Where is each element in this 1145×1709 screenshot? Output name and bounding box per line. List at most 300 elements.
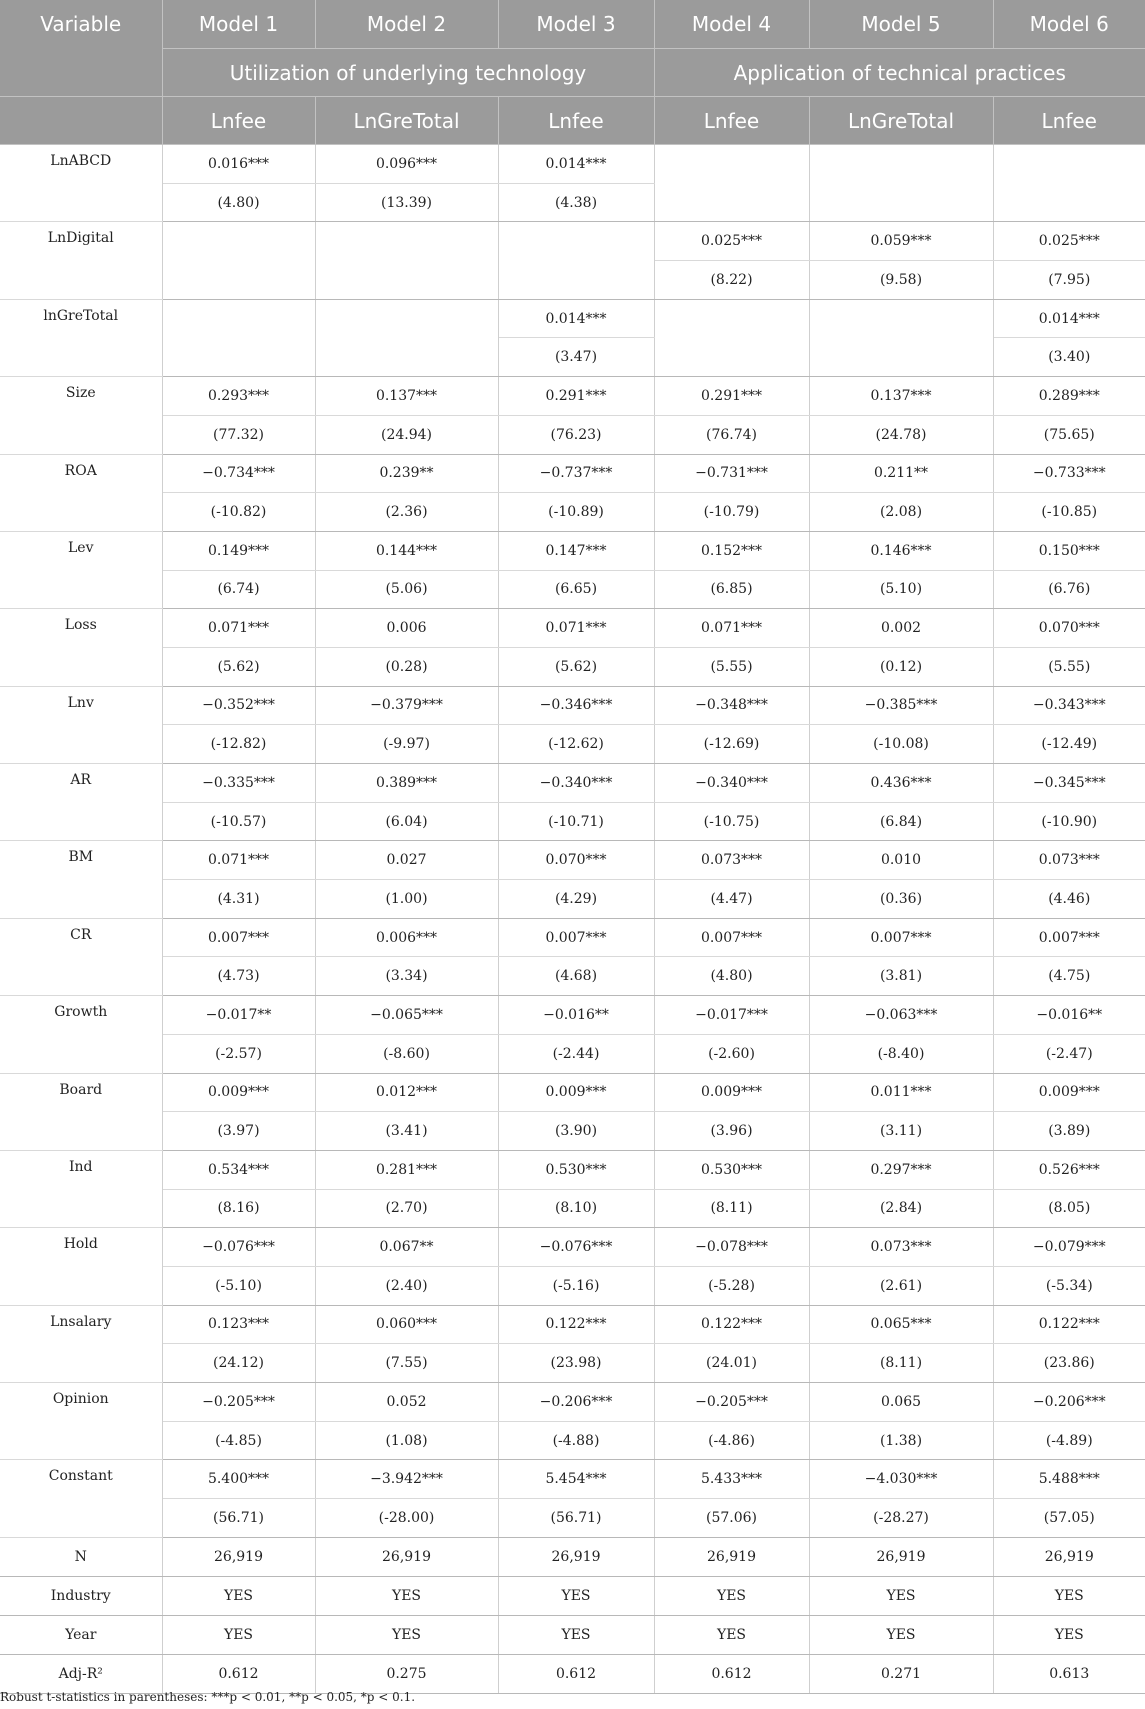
coefficient-cell: 0.065*** — [809, 1305, 993, 1344]
summary-value-cell: 0.613 — [993, 1654, 1145, 1693]
coefficient-cell: −0.335*** — [162, 764, 315, 803]
t-statistic-cell: (2.61) — [809, 1266, 993, 1305]
t-statistic-cell: (3.41) — [315, 1112, 498, 1151]
summary-value-cell: YES — [654, 1576, 809, 1615]
t-statistic-cell: (75.65) — [993, 415, 1145, 454]
variable-label: Growth — [0, 996, 162, 1073]
t-statistic-cell: (8.16) — [162, 1189, 315, 1228]
t-statistic-cell: (-10.75) — [654, 802, 809, 841]
t-statistic-cell: (-10.57) — [162, 802, 315, 841]
coefficient-cell: 0.052 — [315, 1383, 498, 1422]
table-footnote: Robust t-statistics in parentheses: ***p < 0.01, **p < 0.05, *p < 0.1. — [0, 1690, 416, 1704]
variable-label: lnGreTotal — [0, 299, 162, 376]
t-statistic-cell: (57.06) — [654, 1499, 809, 1538]
coefficient-cell: 0.534*** — [162, 1150, 315, 1189]
coefficient-cell: 0.122*** — [498, 1305, 654, 1344]
table-row — [0, 1150, 1145, 1189]
coefficient-cell: −0.076*** — [162, 1228, 315, 1267]
coefficient-cell: 0.009*** — [498, 1073, 654, 1112]
table-row — [0, 764, 1145, 803]
t-statistic-cell: (2.70) — [315, 1189, 498, 1228]
table-row — [0, 1189, 1145, 1228]
coefficient-cell: −0.340*** — [654, 764, 809, 803]
variable-header-spacer — [0, 97, 162, 145]
coefficient-cell — [654, 145, 809, 184]
coefficient-cell: 5.400*** — [162, 1460, 315, 1499]
t-statistic-cell: (-12.69) — [654, 725, 809, 764]
coefficient-cell: 0.297*** — [809, 1150, 993, 1189]
table-row — [0, 493, 1145, 532]
t-statistic-cell: (5.55) — [654, 647, 809, 686]
coefficient-cell: −0.343*** — [993, 686, 1145, 725]
table-row — [0, 1421, 1145, 1460]
variable-header-spacer — [0, 49, 162, 97]
coefficient-cell: 0.239** — [315, 454, 498, 493]
coefficient-cell: −0.206*** — [993, 1383, 1145, 1422]
t-statistic-cell: (-10.89) — [498, 493, 654, 532]
t-statistic-cell: (-8.40) — [809, 1034, 993, 1073]
variable-label: Lnv — [0, 686, 162, 763]
coefficient-cell: 0.070*** — [993, 609, 1145, 648]
t-statistic-cell: (1.08) — [315, 1421, 498, 1460]
summary-value-cell: YES — [809, 1615, 993, 1654]
coefficient-cell: 0.073*** — [809, 1228, 993, 1267]
t-statistic-cell: (0.36) — [809, 880, 993, 919]
coefficient-cell: 0.530*** — [498, 1150, 654, 1189]
coefficient-cell: −0.734*** — [162, 454, 315, 493]
t-statistic-cell: (3.90) — [498, 1112, 654, 1151]
table-row — [0, 222, 1145, 261]
coefficient-cell: 0.014*** — [498, 145, 654, 184]
coefficient-cell: −0.063*** — [809, 996, 993, 1035]
summary-value-cell: 26,919 — [498, 1537, 654, 1576]
t-statistic-cell: (-10.90) — [993, 802, 1145, 841]
coefficient-cell: 0.137*** — [809, 377, 993, 416]
coefficient-cell: 0.071*** — [162, 841, 315, 880]
coefficient-cell: 0.122*** — [993, 1305, 1145, 1344]
summary-value-cell: 0.612 — [162, 1654, 315, 1693]
table-row — [0, 996, 1145, 1035]
coefficient-cell: −0.206*** — [498, 1383, 654, 1422]
coefficient-cell — [315, 299, 498, 338]
table-row — [0, 647, 1145, 686]
table-row — [0, 1499, 1145, 1538]
table-row — [0, 1383, 1145, 1422]
coefficient-cell — [162, 299, 315, 338]
coefficient-cell: 0.002 — [809, 609, 993, 648]
summary-value-cell: 0.275 — [315, 1654, 498, 1693]
t-statistic-cell — [809, 338, 993, 377]
t-statistic-cell: (24.94) — [315, 415, 498, 454]
coefficient-cell: 0.059*** — [809, 222, 993, 261]
summary-row — [0, 1576, 1145, 1615]
coefficient-cell: −0.016** — [993, 996, 1145, 1035]
t-statistic-cell: (76.74) — [654, 415, 809, 454]
model-header: Model 1 — [162, 0, 315, 49]
coefficient-cell: −0.352*** — [162, 686, 315, 725]
coefficient-cell: 0.289*** — [993, 377, 1145, 416]
t-statistic-cell: (3.81) — [809, 957, 993, 996]
variable-label: Lev — [0, 531, 162, 608]
coefficient-cell — [498, 222, 654, 261]
coefficient-cell: 0.071*** — [654, 609, 809, 648]
t-statistic-cell: (-5.28) — [654, 1266, 809, 1305]
t-statistic-cell: (-2.44) — [498, 1034, 654, 1073]
t-statistic-cell: (-28.27) — [809, 1499, 993, 1538]
coefficient-cell — [162, 222, 315, 261]
coefficient-cell: −4.030*** — [809, 1460, 993, 1499]
coefficient-cell: 0.146*** — [809, 531, 993, 570]
t-statistic-cell: (5.06) — [315, 570, 498, 609]
summary-value-cell: 26,919 — [162, 1537, 315, 1576]
summary-value-cell: 26,919 — [315, 1537, 498, 1576]
t-statistic-cell — [315, 261, 498, 300]
coefficient-cell: −3.942*** — [315, 1460, 498, 1499]
table-row — [0, 570, 1145, 609]
coefficient-cell: 5.454*** — [498, 1460, 654, 1499]
t-statistic-cell: (8.05) — [993, 1189, 1145, 1228]
group-header: Utilization of underlying technology — [162, 49, 654, 97]
variable-label: Constant — [0, 1460, 162, 1537]
t-statistic-cell: (9.58) — [809, 261, 993, 300]
table-row — [0, 725, 1145, 764]
table-row — [0, 1034, 1145, 1073]
coefficient-cell: −0.016** — [498, 996, 654, 1035]
table-row — [0, 145, 1145, 184]
t-statistic-cell — [654, 338, 809, 377]
t-statistic-cell: (24.01) — [654, 1344, 809, 1383]
t-statistic-cell: (57.05) — [993, 1499, 1145, 1538]
t-statistic-cell: (1.38) — [809, 1421, 993, 1460]
coefficient-cell: 0.073*** — [654, 841, 809, 880]
t-statistic-cell: (6.76) — [993, 570, 1145, 609]
t-statistic-cell: (7.55) — [315, 1344, 498, 1383]
coefficient-cell: 0.071*** — [498, 609, 654, 648]
coefficient-cell: 0.007*** — [162, 918, 315, 957]
coefficient-cell: 0.150*** — [993, 531, 1145, 570]
t-statistic-cell: (-2.57) — [162, 1034, 315, 1073]
coefficient-cell: 0.025*** — [993, 222, 1145, 261]
summary-value-cell: YES — [993, 1615, 1145, 1654]
t-statistic-cell: (1.00) — [315, 880, 498, 919]
summary-label: Adj-R² — [0, 1654, 162, 1693]
coefficient-cell: 0.067** — [315, 1228, 498, 1267]
t-statistic-cell: (-4.89) — [993, 1421, 1145, 1460]
table-row — [0, 1344, 1145, 1383]
coefficient-cell: 0.137*** — [315, 377, 498, 416]
coefficient-cell: 0.293*** — [162, 377, 315, 416]
coefficient-cell: 5.488*** — [993, 1460, 1145, 1499]
t-statistic-cell: (4.75) — [993, 957, 1145, 996]
table-row — [0, 183, 1145, 222]
t-statistic-cell: (4.46) — [993, 880, 1145, 919]
coefficient-cell: 0.122*** — [654, 1305, 809, 1344]
coefficient-cell: 0.014*** — [993, 299, 1145, 338]
t-statistic-cell — [498, 261, 654, 300]
t-statistic-cell: (24.78) — [809, 415, 993, 454]
summary-value-cell: 26,919 — [993, 1537, 1145, 1576]
table-row — [0, 415, 1145, 454]
variable-label: BM — [0, 841, 162, 918]
t-statistic-cell: (56.71) — [498, 1499, 654, 1538]
coefficient-cell: −0.078*** — [654, 1228, 809, 1267]
t-statistic-cell: (-4.85) — [162, 1421, 315, 1460]
coefficient-cell: −0.065*** — [315, 996, 498, 1035]
t-statistic-cell: (3.89) — [993, 1112, 1145, 1151]
coefficient-cell: 0.012*** — [315, 1073, 498, 1112]
t-statistic-cell: (-5.34) — [993, 1266, 1145, 1305]
model-header: Model 3 — [498, 0, 654, 49]
t-statistic-cell: (3.34) — [315, 957, 498, 996]
coefficient-cell — [993, 145, 1145, 184]
t-statistic-cell: (-4.88) — [498, 1421, 654, 1460]
coefficient-cell: 0.065 — [809, 1383, 993, 1422]
t-statistic-cell: (5.10) — [809, 570, 993, 609]
t-statistic-cell: (6.84) — [809, 802, 993, 841]
t-statistic-cell: (77.32) — [162, 415, 315, 454]
t-statistic-cell: (-10.82) — [162, 493, 315, 532]
coefficient-cell: 0.007*** — [654, 918, 809, 957]
t-statistic-cell: (23.86) — [993, 1344, 1145, 1383]
table-row — [0, 1073, 1145, 1112]
coefficient-cell: −0.737*** — [498, 454, 654, 493]
variable-label: CR — [0, 918, 162, 995]
t-statistic-cell: (5.62) — [162, 647, 315, 686]
coefficient-cell: 0.009*** — [162, 1073, 315, 1112]
t-statistic-cell: (8.11) — [654, 1189, 809, 1228]
coefficient-cell: −0.385*** — [809, 686, 993, 725]
coefficient-cell: 0.281*** — [315, 1150, 498, 1189]
t-statistic-cell: (-12.62) — [498, 725, 654, 764]
t-statistic-cell: (4.80) — [654, 957, 809, 996]
t-statistic-cell: (-4.86) — [654, 1421, 809, 1460]
t-statistic-cell — [315, 338, 498, 377]
table-row — [0, 299, 1145, 338]
summary-label: Industry — [0, 1576, 162, 1615]
t-statistic-cell — [162, 261, 315, 300]
coefficient-cell: −0.079*** — [993, 1228, 1145, 1267]
model-header: Model 2 — [315, 0, 498, 49]
table-row — [0, 1112, 1145, 1151]
t-statistic-cell: (8.11) — [809, 1344, 993, 1383]
summary-row — [0, 1654, 1145, 1693]
variable-label: Opinion — [0, 1383, 162, 1460]
t-statistic-cell: (3.97) — [162, 1112, 315, 1151]
variable-label: LnABCD — [0, 145, 162, 222]
dependent-variable-header: Lnfee — [993, 97, 1145, 145]
table-row — [0, 338, 1145, 377]
coefficient-cell: −0.345*** — [993, 764, 1145, 803]
t-statistic-cell: (2.84) — [809, 1189, 993, 1228]
coefficient-cell: 0.096*** — [315, 145, 498, 184]
model-header: Model 6 — [993, 0, 1145, 49]
coefficient-cell: 0.011*** — [809, 1073, 993, 1112]
table-row — [0, 880, 1145, 919]
summary-value-cell: YES — [654, 1615, 809, 1654]
coefficient-cell: 0.016*** — [162, 145, 315, 184]
table-row — [0, 454, 1145, 493]
coefficient-cell: 0.147*** — [498, 531, 654, 570]
table-row — [0, 377, 1145, 416]
coefficient-cell: 0.149*** — [162, 531, 315, 570]
t-statistic-cell: (0.28) — [315, 647, 498, 686]
summary-value-cell: YES — [162, 1576, 315, 1615]
coefficient-cell: 0.007*** — [498, 918, 654, 957]
t-statistic-cell: (6.65) — [498, 570, 654, 609]
variable-label: Lnsalary — [0, 1305, 162, 1382]
t-statistic-cell: (-10.71) — [498, 802, 654, 841]
variable-label: LnDigital — [0, 222, 162, 299]
summary-row — [0, 1615, 1145, 1654]
summary-label: N — [0, 1537, 162, 1576]
variable-label: AR — [0, 764, 162, 841]
table-row — [0, 841, 1145, 880]
summary-value-cell: 26,919 — [809, 1537, 993, 1576]
table-row — [0, 1305, 1145, 1344]
t-statistic-cell: (-10.85) — [993, 493, 1145, 532]
t-statistic-cell: (3.47) — [498, 338, 654, 377]
t-statistic-cell: (-12.49) — [993, 725, 1145, 764]
summary-value-cell: YES — [809, 1576, 993, 1615]
coefficient-cell: 0.530*** — [654, 1150, 809, 1189]
coefficient-cell: −0.205*** — [654, 1383, 809, 1422]
t-statistic-cell: (-5.16) — [498, 1266, 654, 1305]
variable-label: Size — [0, 377, 162, 454]
t-statistic-cell: (2.36) — [315, 493, 498, 532]
t-statistic-cell — [809, 183, 993, 222]
t-statistic-cell: (7.95) — [993, 261, 1145, 300]
coefficient-cell: −0.017** — [162, 996, 315, 1035]
dependent-variable-header: Lnfee — [654, 97, 809, 145]
summary-value-cell: 0.612 — [654, 1654, 809, 1693]
t-statistic-cell: (3.96) — [654, 1112, 809, 1151]
dependent-variable-header: Lnfee — [162, 97, 315, 145]
dependent-variable-header: Lnfee — [498, 97, 654, 145]
variable-label: Ind — [0, 1150, 162, 1227]
t-statistic-cell: (13.39) — [315, 183, 498, 222]
coefficient-cell: 0.006*** — [315, 918, 498, 957]
t-statistic-cell: (8.10) — [498, 1189, 654, 1228]
t-statistic-cell: (23.98) — [498, 1344, 654, 1383]
summary-value-cell: YES — [993, 1576, 1145, 1615]
coefficient-cell: 0.291*** — [654, 377, 809, 416]
coefficient-cell: −0.733*** — [993, 454, 1145, 493]
variable-label: Board — [0, 1073, 162, 1150]
t-statistic-cell: (4.31) — [162, 880, 315, 919]
coefficient-cell — [654, 299, 809, 338]
coefficient-cell: −0.348*** — [654, 686, 809, 725]
t-statistic-cell: (4.47) — [654, 880, 809, 919]
t-statistic-cell: (6.04) — [315, 802, 498, 841]
coefficient-cell: −0.346*** — [498, 686, 654, 725]
t-statistic-cell: (24.12) — [162, 1344, 315, 1383]
table-row — [0, 957, 1145, 996]
coefficient-cell: 0.025*** — [654, 222, 809, 261]
t-statistic-cell: (-10.79) — [654, 493, 809, 532]
coefficient-cell: 0.070*** — [498, 841, 654, 880]
table-body — [0, 145, 1145, 1694]
t-statistic-cell: (4.68) — [498, 957, 654, 996]
coefficient-cell: −0.205*** — [162, 1383, 315, 1422]
dependent-variable-header: LnGreTotal — [809, 97, 993, 145]
coefficient-cell: −0.076*** — [498, 1228, 654, 1267]
coefficient-cell: 5.433*** — [654, 1460, 809, 1499]
summary-value-cell: 0.612 — [498, 1654, 654, 1693]
summary-value-cell: YES — [162, 1615, 315, 1654]
variable-label: ROA — [0, 454, 162, 531]
table-row — [0, 1460, 1145, 1499]
summary-value-cell: 26,919 — [654, 1537, 809, 1576]
table-row — [0, 1266, 1145, 1305]
t-statistic-cell: (5.55) — [993, 647, 1145, 686]
t-statistic-cell: (8.22) — [654, 261, 809, 300]
coefficient-cell: 0.073*** — [993, 841, 1145, 880]
group-header: Application of technical practices — [654, 49, 1145, 97]
coefficient-cell: 0.009*** — [654, 1073, 809, 1112]
model-header: Model 4 — [654, 0, 809, 49]
coefficient-cell: 0.006 — [315, 609, 498, 648]
coefficient-cell: −0.340*** — [498, 764, 654, 803]
coefficient-cell — [809, 145, 993, 184]
table-row — [0, 918, 1145, 957]
coefficient-cell: 0.007*** — [809, 918, 993, 957]
t-statistic-cell: (-9.97) — [315, 725, 498, 764]
t-statistic-cell: (2.08) — [809, 493, 993, 532]
model-header: Model 5 — [809, 0, 993, 49]
table-row — [0, 609, 1145, 648]
variable-label: Loss — [0, 609, 162, 686]
t-statistic-cell: (-8.60) — [315, 1034, 498, 1073]
summary-row — [0, 1537, 1145, 1576]
table-row — [0, 261, 1145, 300]
coefficient-cell: 0.060*** — [315, 1305, 498, 1344]
coefficient-cell: 0.007*** — [993, 918, 1145, 957]
table-row — [0, 531, 1145, 570]
coefficient-cell: −0.379*** — [315, 686, 498, 725]
t-statistic-cell: (-2.60) — [654, 1034, 809, 1073]
summary-value-cell: YES — [315, 1615, 498, 1654]
coefficient-cell: 0.009*** — [993, 1073, 1145, 1112]
t-statistic-cell: (4.38) — [498, 183, 654, 222]
summary-value-cell: YES — [498, 1576, 654, 1615]
summary-value-cell: 0.271 — [809, 1654, 993, 1693]
variable-header: Variable — [0, 0, 162, 49]
t-statistic-cell: (-10.08) — [809, 725, 993, 764]
t-statistic-cell: (-5.10) — [162, 1266, 315, 1305]
t-statistic-cell: (2.40) — [315, 1266, 498, 1305]
coefficient-cell — [809, 299, 993, 338]
t-statistic-cell: (5.62) — [498, 647, 654, 686]
coefficient-cell: 0.014*** — [498, 299, 654, 338]
coefficient-cell: 0.211** — [809, 454, 993, 493]
summary-value-cell: YES — [498, 1615, 654, 1654]
summary-label: Year — [0, 1615, 162, 1654]
coefficient-cell — [315, 222, 498, 261]
t-statistic-cell: (56.71) — [162, 1499, 315, 1538]
t-statistic-cell: (-12.82) — [162, 725, 315, 764]
coefficient-cell: 0.010 — [809, 841, 993, 880]
t-statistic-cell — [993, 183, 1145, 222]
coefficient-cell: 0.152*** — [654, 531, 809, 570]
coefficient-cell: 0.144*** — [315, 531, 498, 570]
t-statistic-cell: (4.29) — [498, 880, 654, 919]
coefficient-cell: 0.291*** — [498, 377, 654, 416]
table-header — [0, 0, 1145, 145]
t-statistic-cell: (0.12) — [809, 647, 993, 686]
dependent-variable-header: LnGreTotal — [315, 97, 498, 145]
coefficient-cell: 0.436*** — [809, 764, 993, 803]
summary-value-cell: YES — [315, 1576, 498, 1615]
